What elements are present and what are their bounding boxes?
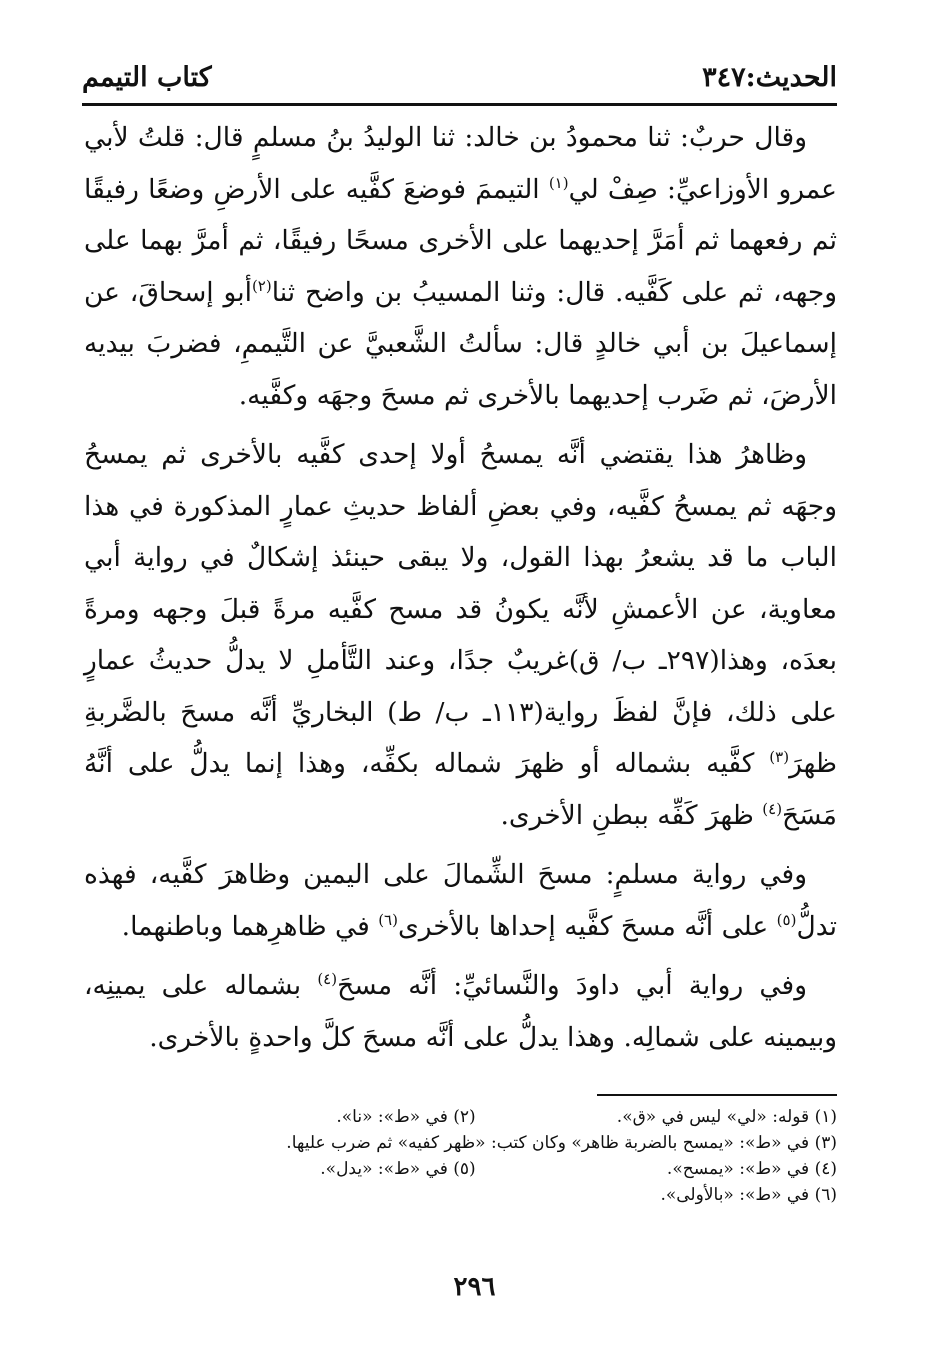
footnotes	[180, 1104, 837, 1208]
text-run: وفي رواية أبي داودَ والنَّسائيِّ: أنَّه مسحَ	[337, 970, 807, 1001]
text-run: وفي رواية مسلمٍ: مسحَ الشِّمالَ على اليمين وظاهرَ كفَّيه، فهذه تدلُّ	[84, 859, 837, 942]
footnote-marker: (٢)	[251, 276, 272, 295]
footnote: (١) قوله: «لي» ليس في «ق».	[616, 1107, 837, 1127]
chapter-title: كتاب التيمم	[82, 62, 212, 93]
text-run: في ظاهرِهما وباطنهما.	[121, 910, 379, 942]
text-run: على أنَّه مسحَ كفَّيه إحداها بالأخرى	[397, 910, 777, 942]
footnote-marker: (١)	[548, 173, 569, 192]
footnote-row	[180, 1130, 837, 1156]
text-run: أبو إسحاقَ، عن إسماعيلَ بن أبي خالدٍ قال: سألتُ الشَّعبيَّ عن التَّيممِ، فضربَ بيديه الأرضَ، ثم ضَرب إحديهما بالأخرى ثم مسحَ وجهَه وكفَّيه.	[84, 276, 837, 411]
text-run: وظاهرُ هذا يقتضي أنَّه يمسحُ أولا إحدى كفَّيه بالأخرى ثم يمسحُ وجهَه ثم يمسحُ كفَّيه، وفي بعضِ ألفاظ حديثِ عمارٍ المذكورة في هذا الباب ما قد يشعرُ بهذا القول، ولا يبقى حينئذ إشكالٌ في رواية أبي معاوية، عن الأعمشِ لأنَّه يكونُ قد مسح كفَّيه مرةً قبلَ وجهه ومرةً بعدَه، وهذا(٢٩٧ـ ب/ ق)غريبٌ جدًا، وعند التَّأملِ لا يدلُّ حديثُ عمارٍ على ذلك، فإنَّ لفظَ رواية(١١٣ـ ب/ ط) البخاريِّ أنَّه مسحَ بالضَّربةِ ظهرَ	[84, 439, 837, 779]
paragraph	[84, 112, 837, 421]
footnote-row	[180, 1156, 837, 1182]
footnote: (٤) في «ط»: «يمسح».	[666, 1159, 837, 1179]
footnote: (٥) في «ط»: «يدل».	[320, 1159, 476, 1179]
footnote-row	[180, 1104, 837, 1130]
text-run: كفَّيه بشماله أو ظهرَ شماله بكفِّه، وهذا إنما يدلُّ على أنَّهُ مَسَحَ	[84, 748, 837, 831]
text-run: وقال حربٌ: ثنا محمودُ بن خالد: ثنا الوليدُ بنُ مسلمٍ قال: قلتُ لأبي عمرو الأوزاعيِّ: صِفْ لي	[84, 122, 837, 205]
footnote-marker: (٦)	[378, 910, 398, 929]
page-number: ٢٩٦	[453, 1272, 496, 1302]
text-run: التيممَ فوضعَ كفَّيه على الأرضِ وضعًا رفيقًا ثم رفعهما ثم أمَرَّ إحديهما على الأخرى مسحًا رفيقًا، ثم أمرَّ بهما على وجهه، ثم على كَفَّيه. قال: وثنا المسيبُ بن واضح ثنا	[84, 173, 837, 308]
footnote: (٦) في «ط»: «بالأولى».	[660, 1185, 837, 1205]
footnote-marker: (٤)	[317, 970, 338, 988]
footnote-divider	[597, 1094, 837, 1096]
page-header	[82, 58, 837, 98]
hadith-number-label: الحديث:٣٤٧	[702, 62, 837, 93]
text-run: بشماله على يمينِه، وبيمينه على شمالِه. وهذا يدلُّ على أنَّه مسحَ كلَّ واحدةٍ بالأخرى.	[84, 970, 837, 1053]
paragraph	[84, 429, 837, 841]
text-run: ظهرَ كَفِّه ببطنِ الأخرى.	[500, 799, 763, 831]
paragraph	[84, 960, 837, 1063]
footnote: (٣) في «ط»: «يمسح بالضربة ظاهر» وكان كتب: «ظهر كفيه» ثم ضرب عليها.	[286, 1133, 837, 1153]
footnote-marker: (٣)	[769, 748, 790, 766]
main-text	[84, 112, 837, 1071]
footnote-row	[180, 1182, 837, 1208]
paragraph	[84, 849, 837, 952]
footnote: (٢) في «ط»: «نا».	[336, 1107, 476, 1127]
header-divider	[82, 103, 837, 106]
footnote-marker: (٥)	[776, 910, 797, 929]
footnote-marker: (٤)	[762, 799, 783, 818]
